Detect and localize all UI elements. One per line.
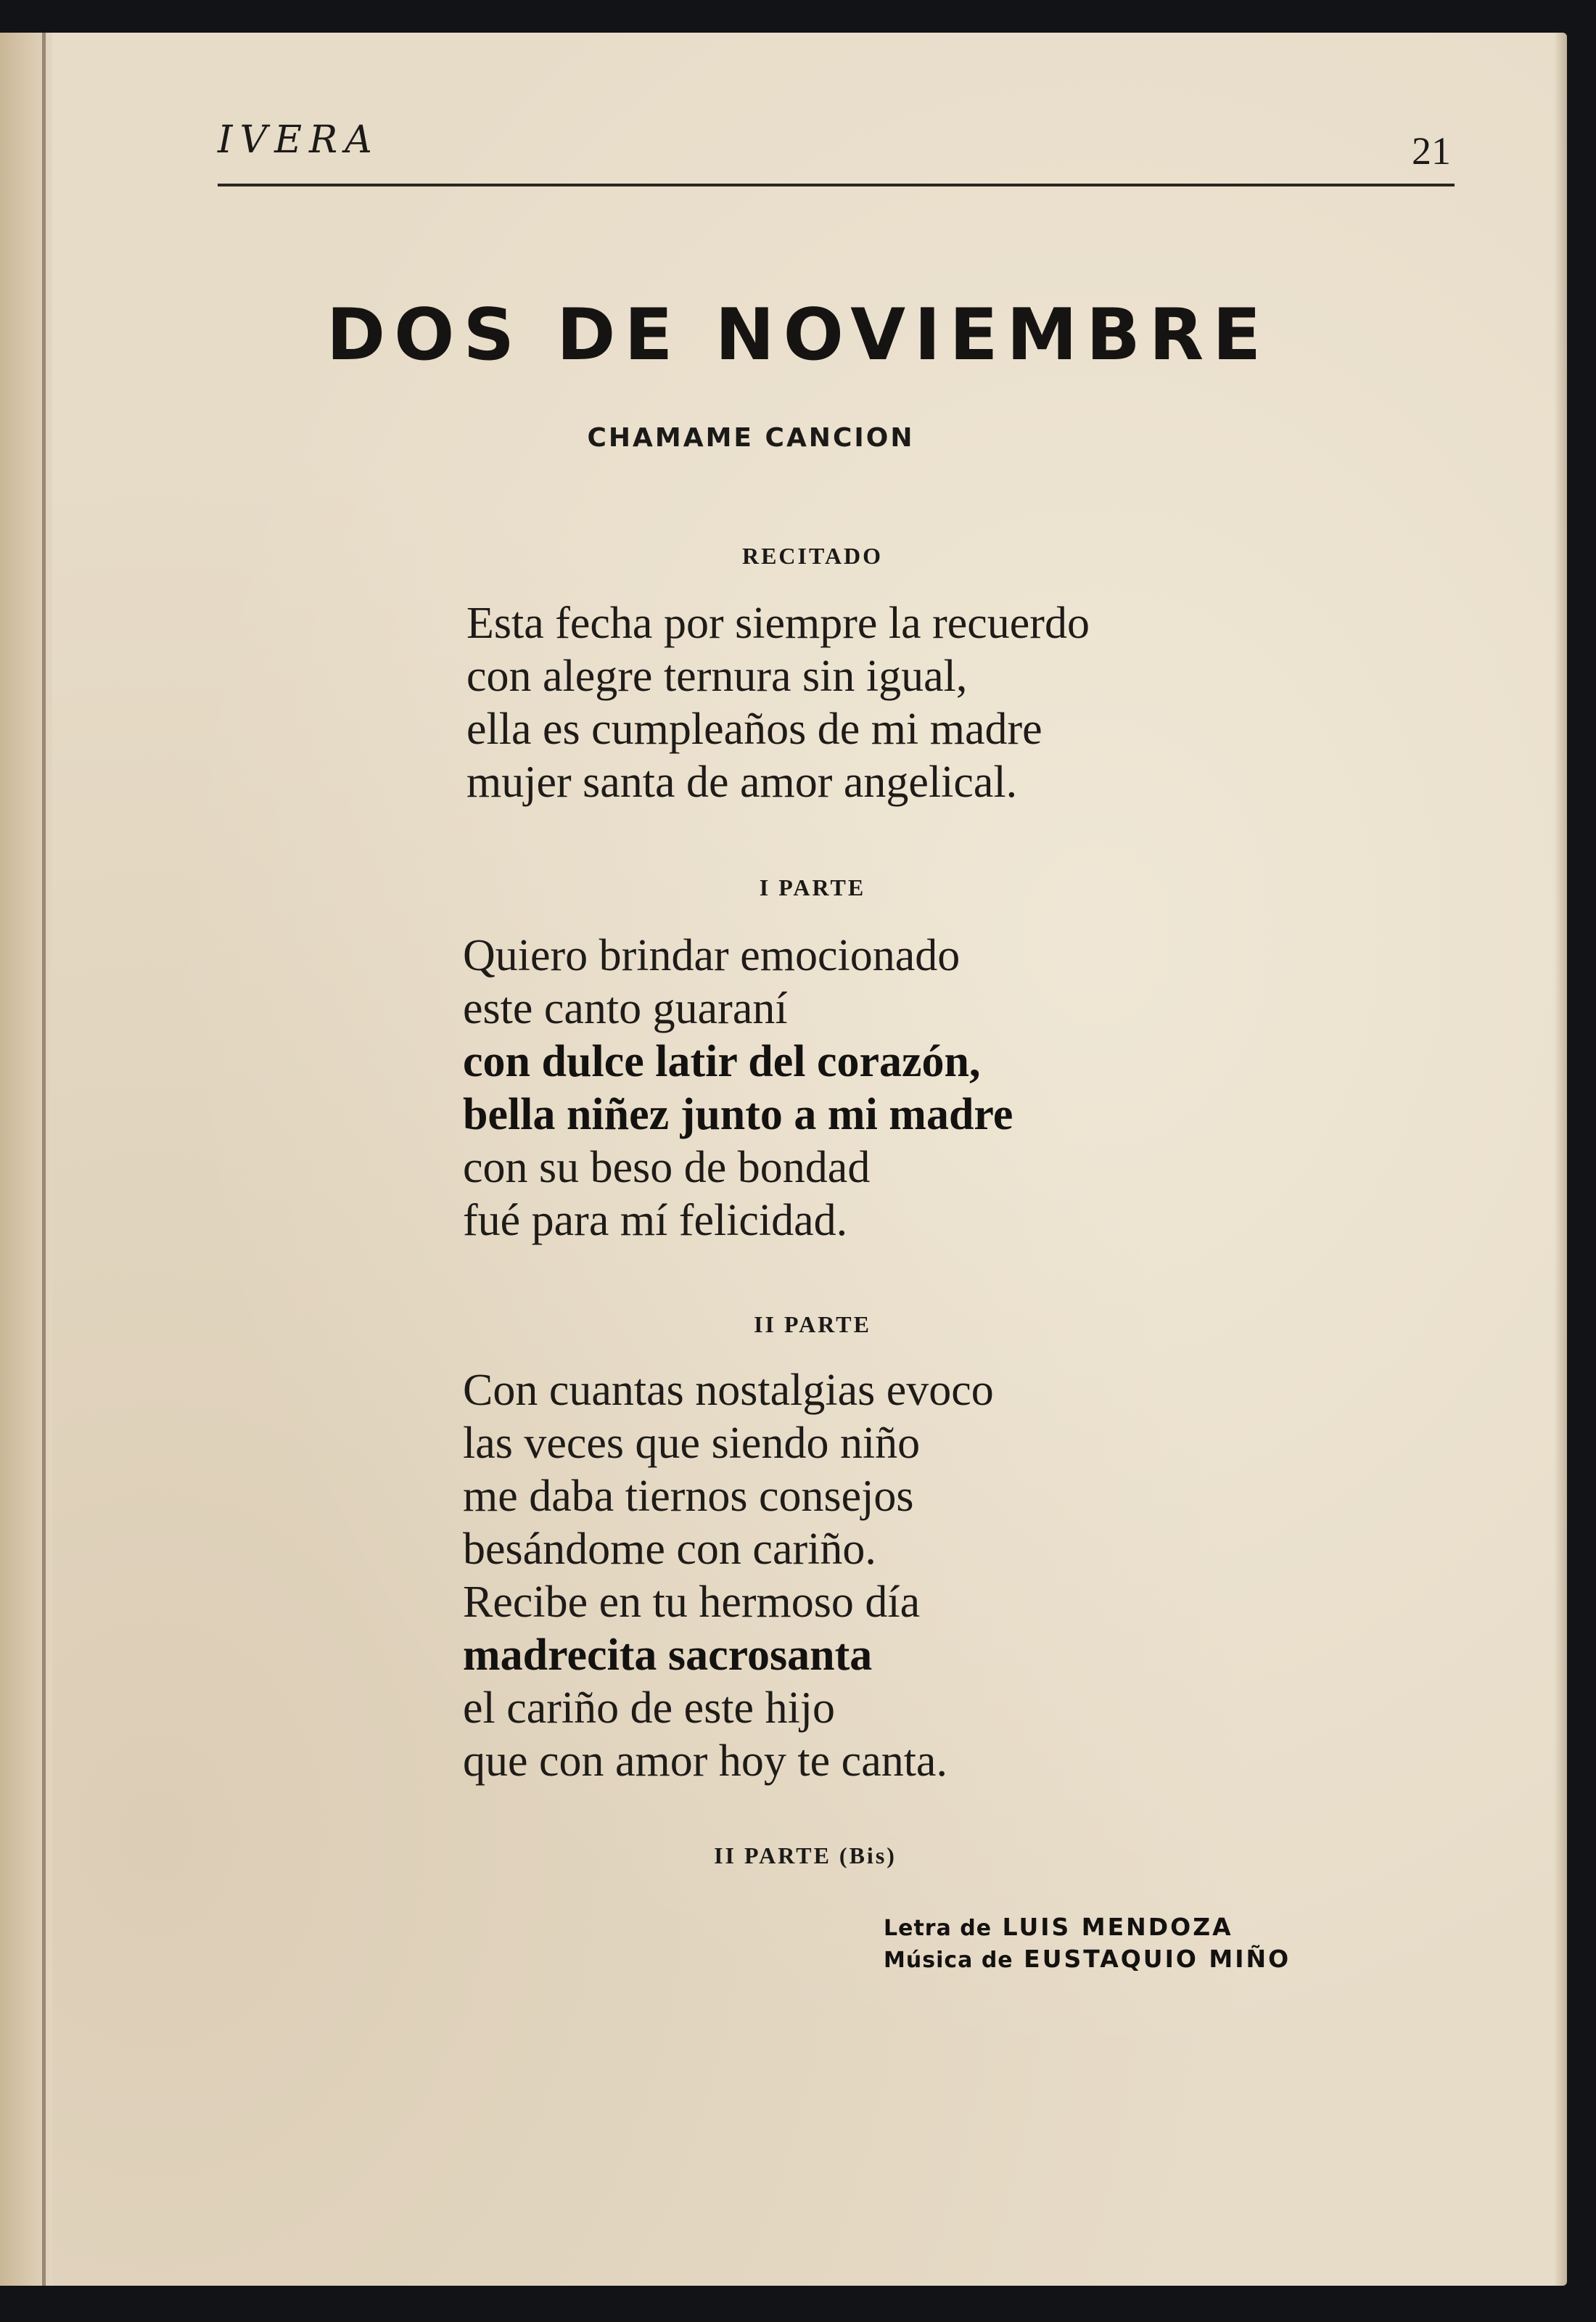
section-label-i-parte: I PARTE	[759, 874, 866, 901]
stanza-ii-parte	[463, 1364, 994, 1788]
verse-line: Esta fecha por siempre la recuerdo	[466, 599, 1090, 648]
music-author: EUSTAQUIO MIÑO	[1024, 1945, 1291, 1973]
section-label-ii-parte-bis: II PARTE (Bis)	[714, 1842, 897, 1868]
song-credits	[884, 1912, 1291, 1976]
verse-line: con su beso de bondad	[463, 1143, 871, 1192]
verse-line: me daba tiernos consejos	[463, 1472, 914, 1521]
page-number: 21	[1412, 129, 1451, 173]
verse-line: besándome con cariño.	[463, 1525, 876, 1574]
section-label-ii-parte: II PARTE	[754, 1311, 871, 1337]
verse-line: Quiero brindar emocionado	[463, 931, 961, 980]
verse-line: bella niñez junto a mi madre	[463, 1090, 1013, 1139]
section-label-recitado: RECITADO	[741, 543, 884, 569]
verse-line: con alegre ternura sin igual,	[466, 652, 968, 701]
music-credit	[884, 1944, 1291, 1976]
running-head: IVERA	[218, 118, 379, 162]
lyrics-author: LUIS MENDOZA	[1002, 1913, 1233, 1941]
song-genre: CHAMAME CANCION	[587, 423, 915, 453]
verse-line: Recibe en tu hermoso día	[463, 1578, 921, 1627]
stanza-i-parte	[463, 930, 1013, 1247]
lyrics-prefix: Letra de	[884, 1916, 992, 1941]
verse-line: este canto guaraní	[463, 984, 788, 1033]
verse-line: mujer santa de amor angelical.	[466, 758, 1018, 807]
verse-line: que con amor hoy te canta.	[463, 1736, 947, 1786]
header-rule	[218, 184, 1455, 186]
verse-line: ella es cumpleaños de mi madre	[466, 705, 1042, 754]
verse-line: fué para mí felicidad.	[463, 1196, 848, 1245]
book-page	[0, 33, 1567, 2286]
lyrics-credit	[884, 1912, 1291, 1944]
verse-line: madrecita sacrosanta	[463, 1630, 873, 1680]
song-title: DOS DE NOVIEMBRE	[326, 294, 1270, 377]
verse-line: el cariño de este hijo	[463, 1683, 836, 1733]
music-prefix: Música de	[884, 1948, 1013, 1973]
stanza-recitado	[466, 597, 1090, 809]
verse-line: Con cuantas nostalgias evoco	[463, 1366, 994, 1415]
verse-line: las veces que siendo niño	[463, 1419, 921, 1468]
verse-line: con dulce latir del corazón,	[463, 1037, 981, 1086]
